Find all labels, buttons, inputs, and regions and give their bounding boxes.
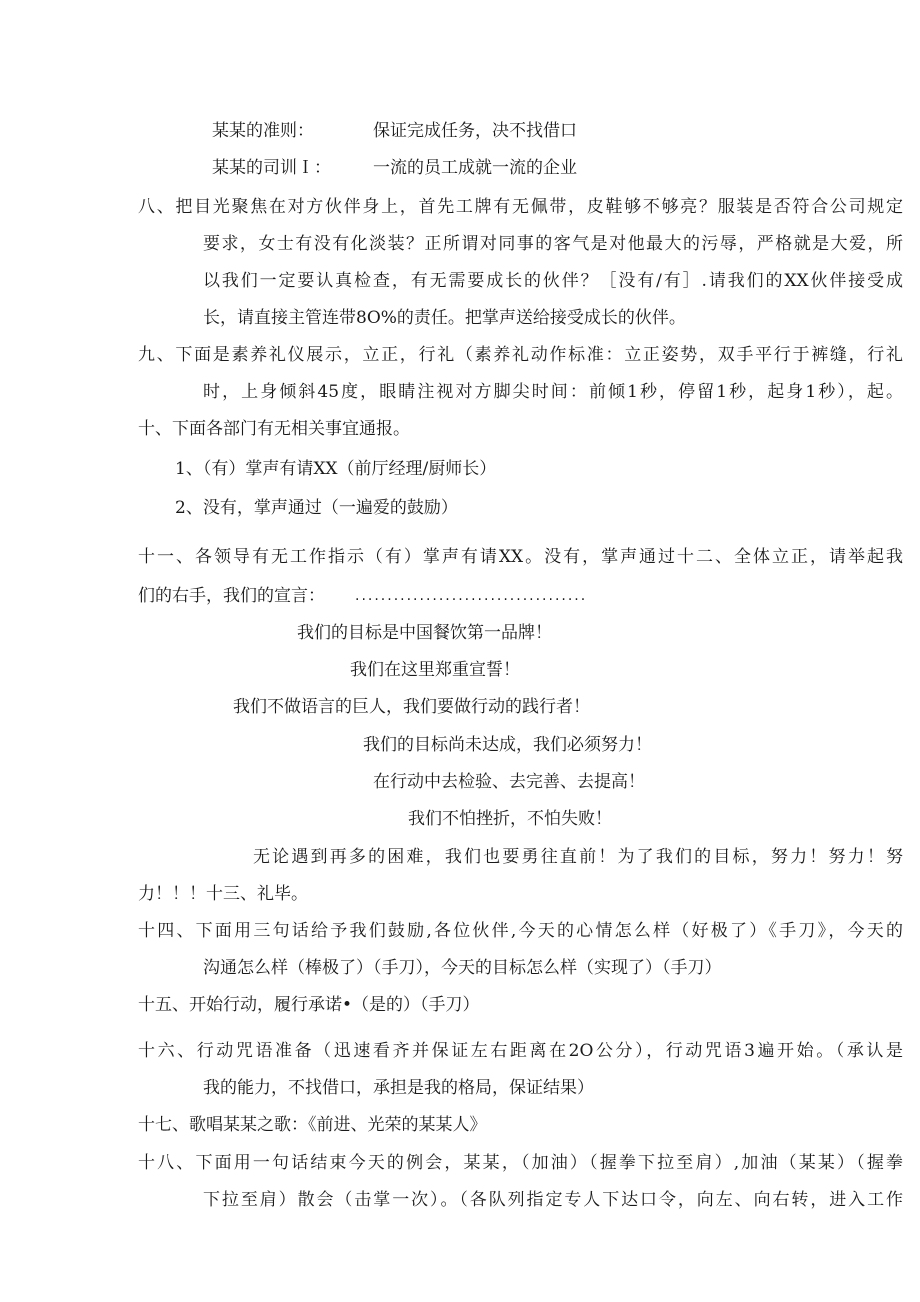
section-8-line-2: 要求，女士有没有化淡装？正所谓对同事的客气是对他最大的污辱，严格就是大爱，所 xyxy=(203,234,903,254)
section-8-line-4: 长，请直接主管连带8O%的责任。把掌声送给接受成长的伙伴。 xyxy=(203,308,686,328)
oath-line-8: 力！！！十三、礼毕。 xyxy=(138,884,308,904)
oath-line-4: 我们的目标尚未达成，我们必须努力！ xyxy=(363,735,652,755)
oath-line-6: 我们不怕挫折，不怕失败！ xyxy=(408,809,612,829)
motto-value: 一流的员工成就一流的企业 xyxy=(373,158,577,178)
section-17-line-1: 十七、歌唱某某之歌：《前进、光荣的某某人》 xyxy=(138,1115,487,1135)
oath-line-5: 在行动中去检验、去完善、去提高！ xyxy=(373,772,645,792)
section-11-line-2: 们的右手，我们的宣言： xyxy=(138,586,325,606)
section-14-line-2: 沟通怎么样（棒极了）（手刀），今天的目标怎么样（实现了）（手刀） xyxy=(203,958,722,978)
creed-value: 保证完成任务，决不找借口 xyxy=(373,121,577,141)
section-16-line-2: 我的能力，不找借口，承担是我的格局，保证结果） xyxy=(203,1078,594,1098)
section-8-line-3: 以我们一定要认真检查，有无需要成长的伙伴？［没有/有］.请我们的XX伙伴接受成 xyxy=(203,271,903,291)
oath-line-3: 我们不做语言的巨人，我们要做行动的践行者！ xyxy=(233,697,590,717)
creed-label: 某某的准则： xyxy=(212,121,314,141)
oath-line-1: 我们的目标是中国餐饮第一品牌！ xyxy=(297,623,552,643)
section-8-line-1: 八、把目光聚焦在对方伙伴身上，首先工牌有无佩带，皮鞋够不够亮？服装是否符合公司规定 xyxy=(138,197,903,217)
section-15-line-1: 十五、开始行动，履行承诺•（是的）（手刀） xyxy=(138,995,480,1015)
section-16-line-1: 十六、行动咒语准备（迅速看齐并保证左右距离在2O公分），行动咒语3遍开始。（承认是 xyxy=(138,1041,903,1061)
oath-line-2: 我们在这里郑重宣誓！ xyxy=(350,660,520,680)
section-10-item-2: 2、没有，掌声通过（一遍爱的鼓励） xyxy=(175,498,458,518)
section-10-line-1: 十、下面各部门有无相关事宜通报。 xyxy=(138,419,410,439)
section-14-line-1: 十四、下面用三句话给予我们鼓励,各位伙伴,今天的心情怎么样（好极了）《手刀》，今天的 xyxy=(138,921,903,941)
section-10-item-1: 1、（有）掌声有请XX（前厅经理/厨师长） xyxy=(175,459,497,479)
section-18-line-2: 下拉至肩）散会（击掌一次）。（各队列指定专人下达口令，向左、向右转，进入工作 xyxy=(203,1190,903,1210)
motto-label: 某某的司训Ｉ： xyxy=(212,158,331,178)
section-11-line-1: 十一、各领导有无工作指示（有）掌声有请XX。没有，掌声通过十二、全体立正，请举起我 xyxy=(138,547,903,567)
section-18-line-1: 十八、下面用一句话结束今天的例会，某某，（加油）（握拳下拉至肩）,加油（某某）（握拳 xyxy=(138,1153,903,1173)
oath-line-7: 无论遇到再多的困难，我们也要勇往直前！为了我们的目标，努力！努力！努 xyxy=(253,847,903,867)
declaration-dots: .................................... xyxy=(355,588,588,604)
section-9-line-1: 九、下面是素养礼仪展示，立正，行礼（素养礼动作标准：立正姿势，双手平行于裤缝，行礼 xyxy=(138,345,903,365)
section-9-line-2: 时，上身倾斜45度，眼睛注视对方脚尖时间：前倾1秒，停留1秒，起身1秒），起。 xyxy=(203,382,903,402)
